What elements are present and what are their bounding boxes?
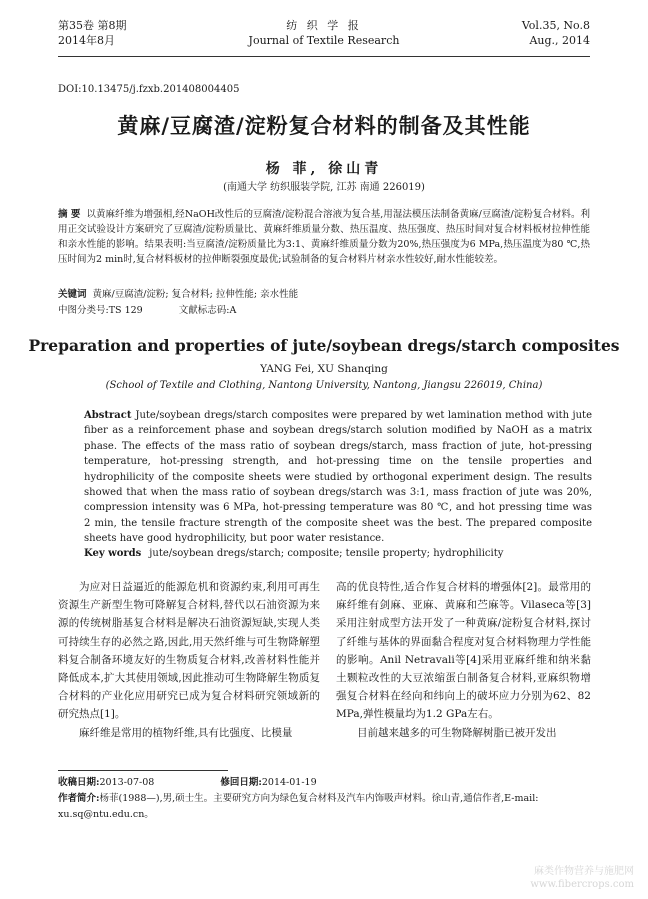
author-bio-text: 杨菲(1988—),男,硕士生。主要研究方向为绿色复合材料及汽车内饰吸声材料。徐山青,通信作者,E-mail: xu.sq@ntu.edu.cn。 xyxy=(58,793,539,820)
issue-date: 2014年8月 xyxy=(58,34,115,47)
journal-name-cn: 纺 织 学 报 xyxy=(286,19,362,32)
keywords-cn xyxy=(58,287,590,302)
watermark-text-cn: 麻类作物营养与施肥网 xyxy=(534,866,634,877)
classification-cn xyxy=(58,303,590,318)
body-paragraph: 为应对日益逼近的能源危机和资源约束,利用可再生资源生产新型生物可降解复合材料,替代以石油资源为来源的传统树脂基复合材料是解决石油资源短缺,实现人类可持续生存的必然之路,因此,用天然纤维与可生物降解塑料复合制备环境友好的生物质复合材料,改善材料性能并降低成本,扩大其使用领域,因此推动可生物降解生物质复合材料的产业化应用研究已成为复合材料研究领域新的研究热点[1]。 xyxy=(58,581,320,721)
doi[interactable]: DOI:10.13475/j.fzxb.201408004405 xyxy=(58,84,240,95)
footnote xyxy=(58,775,590,823)
affiliation-en: (School of Textile and Clothing, Nantong University, Nantong, Jiangsu 226019, China) xyxy=(105,380,543,391)
header-divider xyxy=(58,56,590,57)
volume-issue-en: Vol.35, No.8 xyxy=(521,19,590,32)
clc-label: 中图分类号: xyxy=(58,305,109,316)
abstract-cn-label: 摘 要 xyxy=(58,209,81,220)
clc-value: TS 129 xyxy=(108,305,143,316)
title-en: Preparation and properties of jute/soybean dregs/starch composites xyxy=(28,336,620,355)
abstract-en-label: Abstract xyxy=(84,410,132,421)
abstract-cn-text: 以黄麻纤维为增强相,经NaOH改性后的豆腐渣/淀粉混合溶液为复合基,用湿法模压法制备黄麻/豆腐渣/淀粉复合材料。利用正交试验设计方案研究了豆腐渣/淀粉质量比、黄麻纤维质量分数、热压温度、热压强度、热压时间对复合材料板材拉伸性能和亲水性能的影响。结果表明:当豆腐渣/淀粉质量比为3:1、黄麻纤维质量分数为20%,热压强度为6 MPa,热压温度为80 ℃,热压时间为2 min时,复合材料板材的拉伸断裂强度最优;试验制备的复合材料片材亲水性较好,耐水性能较差。 xyxy=(58,209,590,265)
dates-row xyxy=(58,775,590,791)
abstract-en-text: Jute/soybean dregs/starch composites were prepared by wet lamination method with jute fiber as a reinforcement phase and soybean dregs/starch solution modified by NaOH as a matrix phase. The effects of the mass ratio of soybean dregs/starch, mass fraction of jute, hot-pressing temperature, hot-pressing strength, and hot-pressing time on the tensile properties and hydrophilicity of the composite sheets were studied by orthogonal experiment design. The results showed that when the mass ratio of soybean dregs/starch was 3:1, mass fraction of jute was 20%, compression intensity was 6 MPa, hot-pressing temperature was 80 ℃, and hot pressing time was 2 min, the tensile fracture strength of the composite sheet was the best. The prepared composite sheets have good hydrophilicity, but poor water resistance. xyxy=(84,410,592,545)
footnote-divider xyxy=(58,770,228,771)
keywords-cn-label: 关键词 xyxy=(58,289,87,300)
keywords-en-text: jute/soybean dregs/starch; composite; tensile property; hydrophilicity xyxy=(149,548,504,559)
abstract-en xyxy=(84,408,592,547)
keywords-en xyxy=(84,546,592,561)
watermark xyxy=(530,865,634,891)
keywords-en-label: Key words xyxy=(84,548,142,559)
revised-date: 2014-01-19 xyxy=(261,777,317,788)
body-paragraph: 目前越来越多的可生物降解树脂已被开发出 xyxy=(357,726,557,739)
author-bio xyxy=(58,791,590,823)
journal-volume-en xyxy=(522,18,590,48)
affiliation-cn: (南通大学 纺织服装学院, 江苏 南通 226019) xyxy=(223,182,425,193)
authors-cn: 杨 菲, 徐山青 xyxy=(265,161,383,177)
keywords-cn-text: 黄麻/豆腐渣/淀粉; 复合材料; 拉伸性能; 亲水性能 xyxy=(92,289,299,300)
received-label: 收稿日期: xyxy=(58,777,100,788)
issue-date-en: Aug., 2014 xyxy=(529,34,590,47)
body-paragraph: 麻纤维是常用的植物纤维,具有比强度、比模量 xyxy=(79,726,293,739)
doc-code-label: 文献标志码: xyxy=(178,305,230,316)
revised-label: 修回日期: xyxy=(220,777,262,788)
body-paragraph: 高的优良特性,适合作复合材料的增强体[2]。最常用的麻纤维有剑麻、亚麻、黄麻和苎麻等。Vilaseca等[3]采用注射成型方法开发了一种黄麻/淀粉复合材料,探讨了纤维与基体的界面黏合程度对复合材料物理力学性能的影响。Anil Netravali等[4]采用亚麻纤维和纳米黏土颗粒改性的大豆浓缩蛋白制备复合材料,亚麻织物增强复合材料在经向和纬向上的破坏应力分别为62、82 MPa,弹性模量均为1.2 GPa左右。 xyxy=(336,581,591,721)
journal-name-en: Journal of Textile Research xyxy=(248,34,400,47)
body-column-left xyxy=(58,578,320,742)
authors-en: YANG Fei, XU Shanqing xyxy=(260,363,388,375)
abstract-cn xyxy=(58,207,590,267)
received-date: 2013-07-08 xyxy=(99,777,155,788)
volume-issue: 第35卷 第8期 xyxy=(58,19,127,32)
author-bio-label: 作者简介: xyxy=(58,793,100,804)
doc-code-value: A xyxy=(229,305,237,316)
title-cn: 黄麻/豆腐渣/淀粉复合材料的制备及其性能 xyxy=(117,114,531,138)
body-column-right xyxy=(336,578,591,742)
watermark-url: www.fibercrops.com xyxy=(530,879,634,890)
